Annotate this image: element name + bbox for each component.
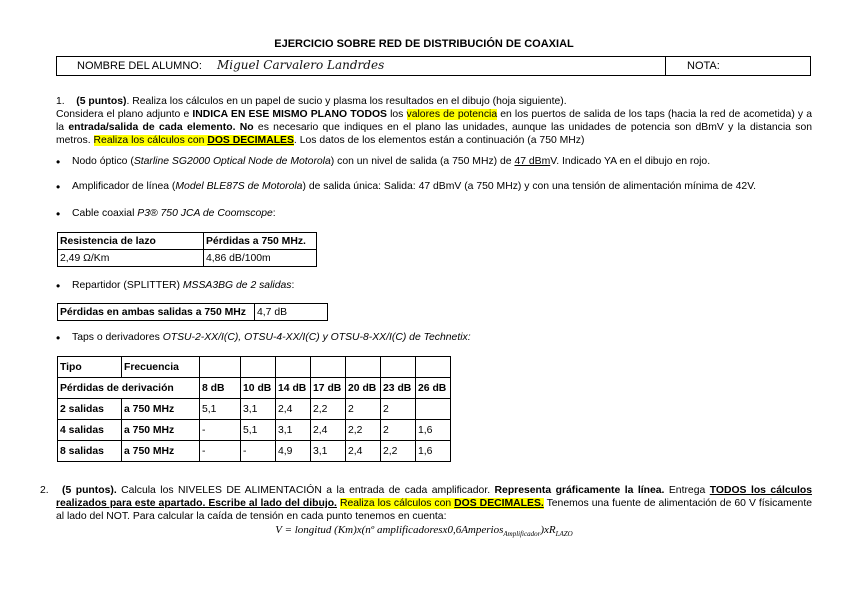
taps-col-20db: 20 dB bbox=[346, 378, 381, 399]
voltage-formula bbox=[0, 524, 848, 538]
q1-line1: . Realiza los cálculos en un papel de sucio y plasma los resultados en el dibujo (hoja siguiente). bbox=[126, 96, 567, 107]
q1-highlight-calc: Realiza los cálculos con bbox=[93, 135, 208, 146]
q1-text-c: los bbox=[386, 109, 407, 120]
b5-a: Taps o derivadores bbox=[72, 332, 163, 343]
formula-sub-amplificador: Amplificador bbox=[503, 530, 541, 539]
b3-a: Cable coaxial bbox=[72, 208, 138, 219]
splitter-value: 4,7 dB bbox=[255, 304, 328, 321]
cable-table bbox=[57, 232, 317, 267]
row-val: 2,4 bbox=[346, 441, 381, 462]
table-row bbox=[58, 441, 451, 462]
q1-number: 1. bbox=[56, 96, 65, 107]
b1-d: 47 dBm bbox=[514, 156, 551, 167]
table-row bbox=[58, 420, 451, 441]
taps-table bbox=[57, 356, 451, 462]
b1-e: V. Indicado YA en el dibujo en rojo. bbox=[550, 156, 711, 167]
row-freq: a 750 MHz bbox=[122, 441, 200, 462]
q1-highlight-decimales: DOS DECIMALES bbox=[207, 135, 294, 146]
b4-c: : bbox=[291, 280, 295, 291]
b2-a: Amplificador de línea ( bbox=[72, 181, 176, 192]
handwritten-name: Miguel Carvalero Landrdes bbox=[217, 58, 385, 72]
row-val: 2,2 bbox=[346, 420, 381, 441]
taps-header-tipo: Tipo bbox=[58, 357, 122, 378]
row-tipo: 4 salidas bbox=[58, 420, 122, 441]
nota-label: NOTA: bbox=[687, 60, 720, 72]
q2-highlight-decimales: DOS DECIMALES. bbox=[454, 498, 544, 509]
row-val: 3,1 bbox=[276, 420, 311, 441]
row-val: 5,1 bbox=[241, 420, 276, 441]
row-val: 2,4 bbox=[276, 399, 311, 420]
b2-b: Model BLE87S de Motorola bbox=[175, 181, 303, 192]
row-val: 3,1 bbox=[311, 441, 346, 462]
b3-b: P3® 750 JCA de Coomscope bbox=[137, 208, 273, 219]
q2-text-a: Calcula los NIVELES DE ALIMENTACIÓN a la entrada de cada amplificador. bbox=[116, 485, 495, 496]
taps-col-23db: 23 dB bbox=[381, 378, 416, 399]
q1-text-h: es necesario que indiques en el plano las unidades, aunque las unidades de potencia son dBmV y la distancia son metros. bbox=[56, 122, 813, 146]
formula-main: V = longitud (Km)x(nº amplificadoresx0,6Amperios bbox=[275, 524, 504, 536]
page-title: EJERCICIO SOBRE RED DE DISTRIBUCIÓN DE COAXIAL bbox=[274, 38, 574, 50]
q1-text-f: entrada/salida de cada elemento. bbox=[68, 122, 236, 133]
q2-text-d: TODOS los cálculos realizados para este apartado. Escribe al lado del dibujo. bbox=[56, 485, 812, 509]
taps-header-frecuencia: Frecuencia bbox=[122, 357, 200, 378]
bullet-dot: • bbox=[56, 207, 61, 221]
row-val: 3,1 bbox=[241, 399, 276, 420]
q2-text-c: Entrega bbox=[664, 485, 710, 496]
q2-points: (5 puntos). bbox=[62, 485, 117, 496]
q1-text-k: . Los datos de los elementos están a continuación (a 750 MHz) bbox=[293, 135, 585, 146]
student-name-box bbox=[56, 56, 811, 76]
b5-b: OTSU-2-XX/I(C), OTSU-4-XX/I(C) y OTSU-8-XX/I(C) de Technetix: bbox=[162, 332, 471, 343]
q1-text-g: No bbox=[235, 122, 254, 133]
name-box-divider bbox=[665, 57, 666, 75]
row-freq: a 750 MHz bbox=[122, 420, 200, 441]
q2-text-b: Representa gráficamente la línea. bbox=[494, 485, 665, 496]
taps-col-8db: 8 dB bbox=[200, 378, 241, 399]
row-val: - bbox=[241, 441, 276, 462]
taps-col-26db: 26 dB bbox=[416, 378, 451, 399]
row-freq: a 750 MHz bbox=[122, 399, 200, 420]
taps-col-17db: 17 dB bbox=[311, 378, 346, 399]
b1-a: Nodo óptico ( bbox=[72, 156, 134, 167]
taps-col-14db: 14 dB bbox=[276, 378, 311, 399]
b2-c: ) de salida única: Salida: 47 dBmV (a 750 MHz) y con una tensión de alimentación mínima de 42V. bbox=[302, 181, 757, 192]
q2-text-h: Tenemos una fuente de alimentación de 60 V físicamente al lado del NOT. Para calcular la caída de tensión en cada punto tenemos en cuenta: bbox=[56, 498, 813, 522]
b4-b: MSSA3BG de 2 salidas bbox=[182, 280, 292, 291]
q1-statement bbox=[56, 95, 812, 147]
cable-cell-perdidas: 4,86 dB/100m bbox=[204, 250, 317, 267]
q2-number: 2. bbox=[40, 485, 49, 496]
row-val: 2 bbox=[381, 399, 416, 420]
taps-header-perdidas: Pérdidas de derivación bbox=[58, 378, 200, 399]
row-val: 2 bbox=[381, 420, 416, 441]
cable-header-perdidas: Pérdidas a 750 MHz. bbox=[204, 233, 317, 250]
row-val: 2,4 bbox=[311, 420, 346, 441]
row-val bbox=[416, 399, 451, 420]
splitter-label: Pérdidas en ambas salidas a 750 MHz bbox=[58, 304, 255, 321]
row-val: - bbox=[200, 441, 241, 462]
bullet-dot: • bbox=[56, 180, 61, 194]
row-val: 5,1 bbox=[200, 399, 241, 420]
row-tipo: 2 salidas bbox=[58, 399, 122, 420]
q1-text-b: INDICA EN ESE MISMO PLANO TODOS bbox=[192, 109, 387, 120]
q1-points: (5 puntos) bbox=[76, 96, 127, 107]
q2-highlight-calc: Realiza los cálculos con bbox=[339, 498, 455, 509]
q1-text-e: en los puertos de salida de los taps (hacia la red de acometida) y a la bbox=[56, 109, 812, 133]
row-val: 2 bbox=[346, 399, 381, 420]
taps-col-10db: 10 dB bbox=[241, 378, 276, 399]
row-val: 2,2 bbox=[311, 399, 346, 420]
splitter-table bbox=[57, 303, 328, 321]
formula-sub-lazo: LAZO bbox=[555, 530, 573, 539]
row-val: 1,6 bbox=[416, 420, 451, 441]
q1-highlight-potencia: valores de potencia bbox=[406, 109, 498, 120]
b1-c: ) con un nivel de salida (a 750 MHz) de bbox=[330, 156, 515, 167]
b1-b: Starline SG2000 Optical Node de Motorola bbox=[133, 156, 331, 167]
b4-a: Repartidor (SPLITTER) bbox=[72, 280, 183, 291]
q2-statement bbox=[40, 484, 812, 523]
table-row bbox=[58, 399, 451, 420]
bullet-dot: • bbox=[56, 155, 61, 169]
b3-c: : bbox=[272, 208, 276, 219]
bullet-dot: • bbox=[56, 331, 61, 345]
row-val: 4,9 bbox=[276, 441, 311, 462]
row-tipo: 8 salidas bbox=[58, 441, 122, 462]
q1-text-a: Considera el plano adjunto e bbox=[56, 109, 193, 120]
row-val: 1,6 bbox=[416, 441, 451, 462]
formula-mid: )xR bbox=[540, 524, 556, 536]
row-val: - bbox=[200, 420, 241, 441]
cable-header-resistencia: Resistencia de lazo bbox=[58, 233, 204, 250]
cable-cell-resistencia: 2,49 Ω/Km bbox=[58, 250, 204, 267]
name-label: NOMBRE DEL ALUMNO: bbox=[77, 60, 202, 72]
row-val: 2,2 bbox=[381, 441, 416, 462]
bullet-dot: • bbox=[56, 279, 61, 293]
